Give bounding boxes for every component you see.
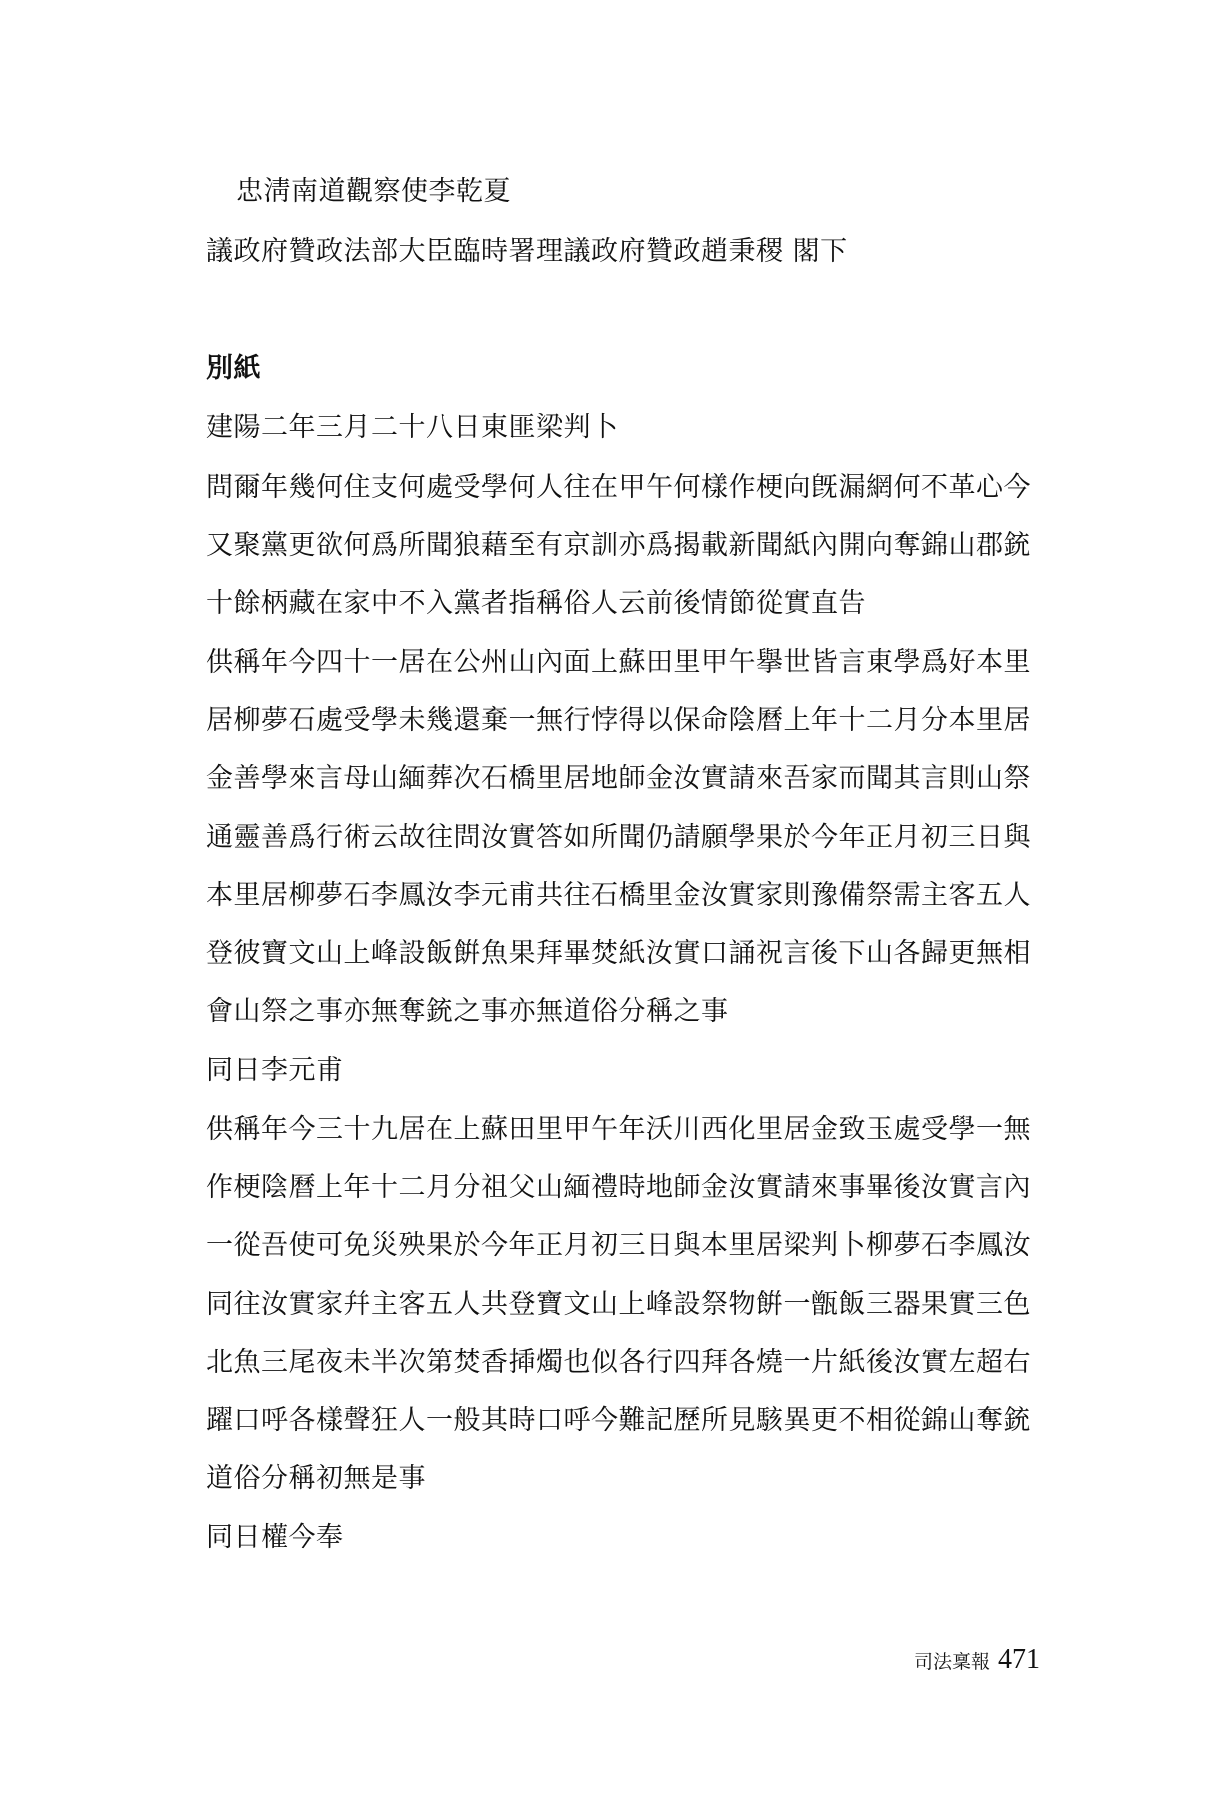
page-number: 471: [998, 1644, 1040, 1675]
question-line: 問爾年幾何住支何處受學何人往在甲午何樣作梗向旣漏網何不革心今: [206, 472, 1031, 503]
answer2-line: 同往汝實家幷主客五人共登寶文山上峰設祭物餠一甑飯三器果實三色: [206, 1289, 1031, 1320]
answer1-line: 居柳夢石處受學未幾還棄一無行悖得以保命陰曆上年十二月分本里居: [206, 705, 1031, 736]
page-footer: [914, 1644, 1040, 1676]
attachment-heading: 別紙: [206, 353, 261, 384]
second-date-line: 同日李元甫: [206, 1055, 344, 1086]
answer2-line: 一從吾使可免災殃果於今年正月初三日與本里居梁判卜柳夢石李鳳汝: [206, 1230, 1031, 1261]
answer2-line: 北魚三尾夜未半次第焚香揷燭也似各行四拜各燒一片紙後汝實左超右: [206, 1347, 1031, 1378]
answer1-line: 會山祭之事亦無奪銃之事亦無道俗分稱之事: [206, 996, 729, 1027]
answer1-line: 本里居柳夢石李鳳汝李元甫共往石橋里金汝實家則豫備祭需主客五人: [206, 880, 1031, 911]
answer2-line: 作梗陰曆上年十二月分祖父山緬禮時地師金汝實請來事畢後汝實言內: [206, 1172, 1031, 1203]
answer1-line: 金善學來言母山緬葬次石橋里居地師金汝實請來吾家而聞其言則山祭: [206, 763, 1031, 794]
answer1-line: 供稱年今四十一居在公州山內面上蘇田里甲午擧世皆言東學爲好本里: [206, 647, 1031, 678]
publication-title: 司法稟報: [913, 1651, 990, 1673]
question-line: 又聚黨更欲何爲所聞狼藉至有京訓亦爲揭載新聞紙內開向奪錦山郡銃: [206, 530, 1031, 561]
answer1-line: 登彼寶文山上峰設飯餠魚果拜畢焚紙汝實口誦祝言後下山各歸更無相: [206, 938, 1031, 969]
date-line: 建陽二年三月二十八日東匪梁判卜: [206, 412, 619, 443]
recipient-line: 議政府贊政法部大臣臨時署理議政府贊政趙秉稷 閣下: [206, 236, 848, 267]
third-date-line: 同日權今奉: [206, 1522, 344, 1553]
question-line: 十餘柄藏在家中不入黨者指稱俗人云前後情節從實直告: [206, 588, 866, 619]
sender-line: 忠淸南道觀察使李乾夏: [236, 176, 511, 207]
answer2-line: 供稱年今三十九居在上蘇田里甲午年沃川西化里居金致玉處受學一無: [206, 1114, 1031, 1145]
answer2-line: 躍口呼各樣聲狂人一般其時口呼今難記歷所見駭異更不相從錦山奪銃: [206, 1405, 1031, 1436]
answer2-line: 道俗分稱初無是事: [206, 1463, 426, 1494]
answer1-line: 通靈善爲行術云故往問汝實答如所聞仍請願學果於今年正月初三日與: [206, 822, 1031, 853]
